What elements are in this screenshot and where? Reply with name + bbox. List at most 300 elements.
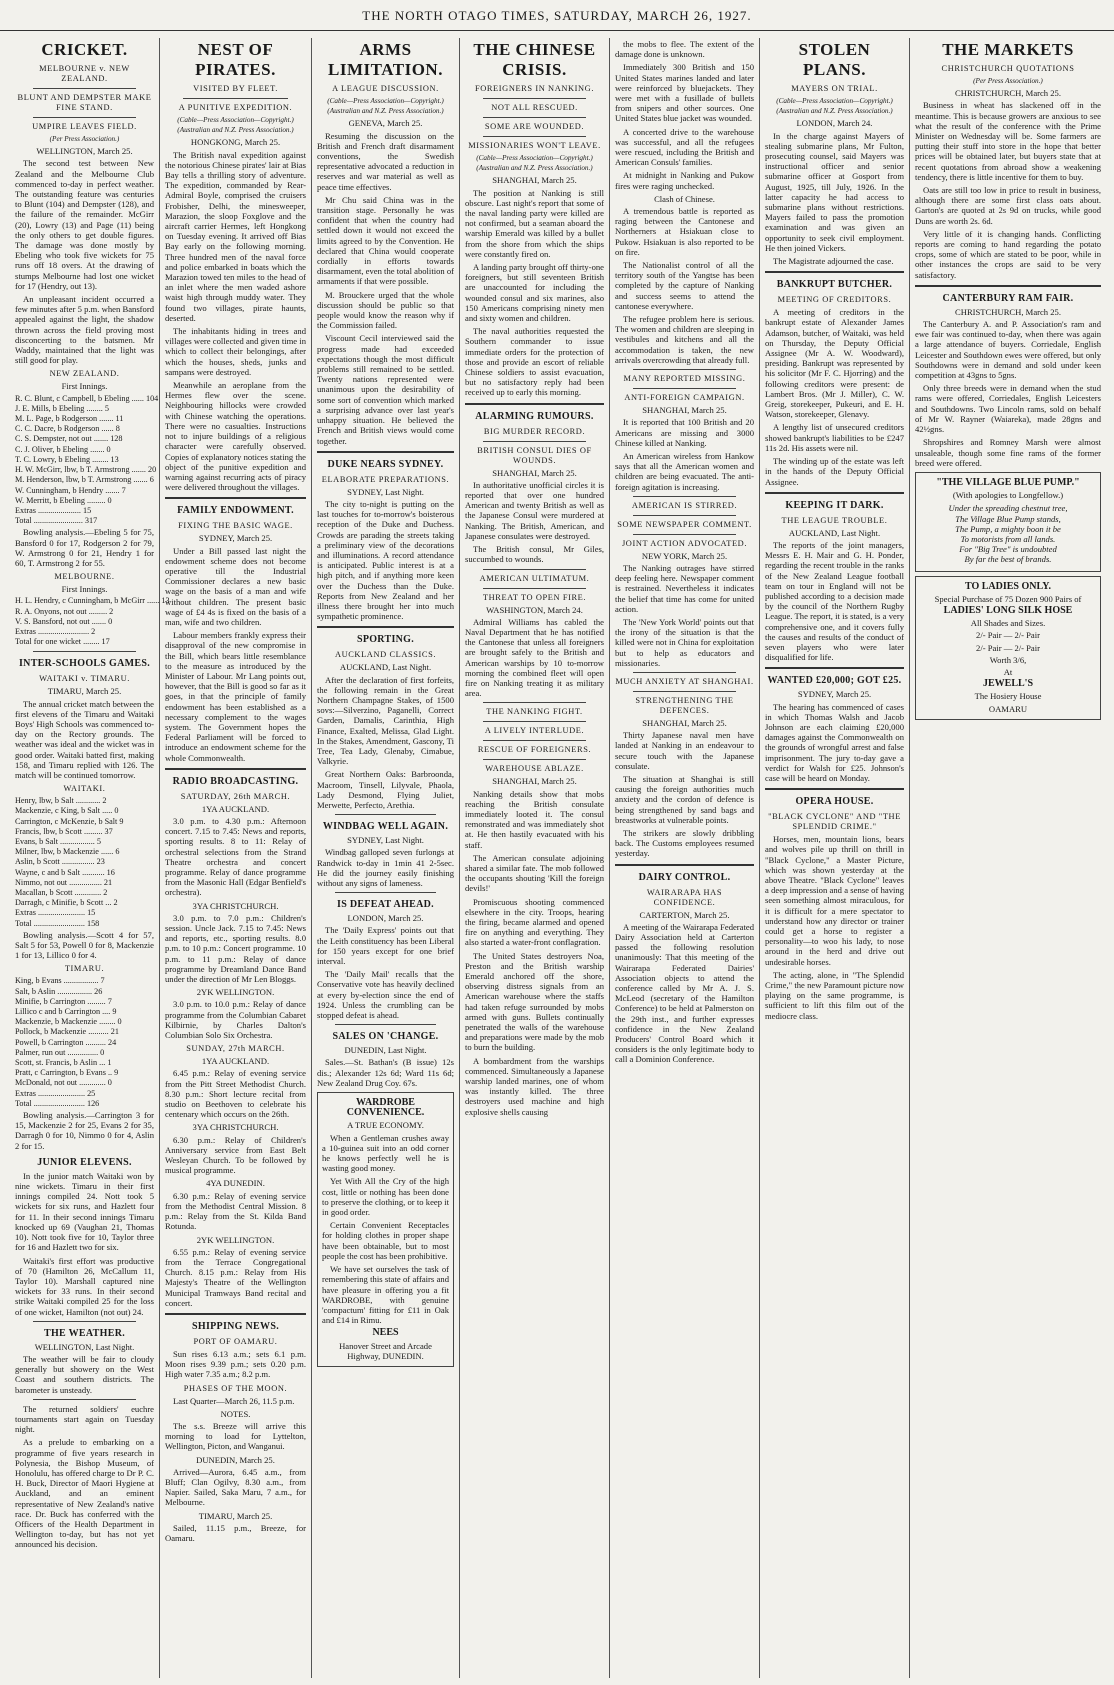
subhead: AMERICAN IS STIRRED. — [631, 500, 738, 510]
subhead: SUNDAY, 27th MARCH. — [186, 1044, 285, 1054]
subhead: THE LEAGUE TROUBLE. — [781, 515, 888, 525]
station-label: 1YA AUCKLAND. — [201, 1056, 270, 1067]
station-label: 2YK WELLINGTON. — [196, 1234, 275, 1245]
score-row: Scott, st. Francis, b Aslin ... 1 — [15, 1058, 112, 1068]
station-label: 2YK WELLINGTON. — [196, 987, 275, 998]
score-row: R. A. Onyons, not out ......... 2 — [15, 606, 114, 616]
score-row: Aslin, b Scott ................ 23 — [15, 857, 105, 867]
article-paragraph: A bombardment from the warships commenced. Simultaneously a Japanese warship landed marines, one of whom was instantly killed. The three destroyers used machine and high explosive shells causing — [465, 1055, 604, 1117]
article-paragraph: An unpleasant incident occurred a few minutes after 5 p.m. when Bansford appealed against the light, the shadow thrown across the field proving most disconcerting to the batsmen. Mr Waddy, maintained that the light was still good for play. — [15, 294, 154, 366]
ad-subtitle: Special Purchase of 75 Dozen 900 Pairs of — [934, 593, 1082, 604]
subhead: JOINT ACTION ADVOCATED. — [621, 538, 748, 548]
score-row: W. Cunningham, b Hendry ....... 7 — [15, 485, 126, 495]
divider — [483, 117, 586, 118]
article-paragraph: Mr Chu said China was in the transition stage. Personally he was confident that when the country had settled down it would not exceed the limits agreed to by the Convention. He declared that China would cooperate cordially in efforts towards disarmament, even the total abolition of armaments if that were possible. — [317, 194, 454, 287]
headline-ram-fair: CANTERBURY RAM FAIR. — [942, 292, 1074, 304]
article-paragraph: The 'New York World' points out that the irony of the situation is that the killed were not in China for exploitation but to help as educators and missionaries. — [615, 616, 754, 668]
dateline: LONDON, March 25. — [347, 913, 424, 924]
article-paragraph: Sailed, 11.15 p.m., Breeze, for Oamaru. — [165, 1522, 306, 1543]
dateline: SHANGHAI, March 25. — [492, 776, 577, 787]
dateline: SHANGHAI, March 25. — [642, 717, 727, 728]
article-paragraph: The hearing has commenced of cases in which Thomas Walsh and Jacob Johnson are each claiming £20,000 damages against the Commonwealth on the grounds of wrongful arrest and false imprisonment. The jury to-day gave a verdict for Walsh for £25. Johnson's case will be heard on Monday. — [765, 701, 904, 783]
subhead: STRENGTHENING THE DEFENCES. — [635, 695, 734, 715]
team-heading: NEW ZEALAND. — [49, 369, 120, 379]
divider — [483, 569, 586, 570]
score-row: T. C. Lowry, b Ebeling ........ 13 — [15, 454, 119, 464]
divider — [33, 1399, 136, 1400]
scorecard-waitaki — [15, 796, 154, 929]
headline-cricket: CRICKET. — [41, 40, 128, 59]
article-paragraph: An American wireless from Hankow says that all the American women and children are being evacuated. The anti-foreign agitation is increasing. — [615, 450, 754, 492]
divider — [165, 768, 306, 770]
ad-sizes: All Shades and Sizes. — [970, 618, 1046, 629]
station-label: 3YA CHRISTCHURCH. — [192, 1122, 279, 1133]
ad-product: LADIES' LONG SILK HOSE — [943, 604, 1073, 616]
column-cricket — [10, 38, 170, 1678]
score-row: Pollock, b Mackenzie .......... 21 — [15, 1027, 119, 1037]
divider — [615, 864, 754, 866]
article-paragraph: 3.0 p.m. to 10.0 p.m.: Relay of dance programme from the Columbian Cabaret Kilbirnie, by Charles Dalton's Columbian Solo Six Orchestra. — [165, 999, 306, 1041]
column-stolen-plans — [760, 38, 910, 1678]
column-chinese-crisis — [460, 38, 610, 1678]
subhead: THREAT TO OPEN FIRE. — [482, 592, 587, 602]
headline-chinese-crisis: THE CHINESE CRISIS. — [473, 40, 596, 79]
dateline: SHANGHAI, March 25. — [492, 175, 577, 186]
divider — [335, 892, 436, 893]
article-paragraph: The acting, alone, in "The Splendid Crime," the new Paramount picture now playing on the same programme, is sufficient to lift this film out of the mediocre class. — [765, 969, 904, 1021]
score-row: Francis, lbw, b Scott ......... 37 — [15, 826, 113, 836]
divider — [633, 534, 736, 535]
article-paragraph: Horses, men, mountain lions, bears and wolves pile up thrill on thrill in "Black Cyclone," a Master Picture, which was shown yesterday at the above Theatre. "Black Cyclone" leaves a deep impression and a sense of having seen something almost miraculous, for it is difficult for a mere spectator to understand how any director or trainer could get a horse to register a personality—to woo his lady, to nose around in the herd and drive out undesirable horses. — [765, 834, 904, 967]
article-paragraph: A meeting of the Wairarapa Federated Dairy Association held at Carterton passed the following resolution unanimously: That this meeting of the Wairarapa Federated Dairies' Association objects to attend the conference called by Mr A. J. S. McLeod (secretary of the Hamilton Conference) to be held at Palmerston on the 29th inst., and further expresses confidence in the New Zealand Producers' Control Board which it considers is the only legitimate body to call a Dominion Conference. — [615, 921, 754, 1065]
divider — [317, 451, 454, 453]
score-total: Total ........................ 317 — [15, 516, 98, 526]
headline-nest-of-pirates: NEST OF PIRATES. — [195, 40, 276, 79]
subhead: BIG MURDER RECORD. — [483, 426, 586, 436]
article-paragraph: A landing party brought off thirty-one foreigners, but still seventeen British are unaccounted for including the wounded consul and six marines, also 150 Americans comprising ninety men and sixty women and children. — [465, 262, 604, 324]
subhead: AMERICAN ULTIMATUM. — [479, 573, 590, 583]
ad-title: "THE VILLAGE BLUE PUMP." — [936, 476, 1080, 488]
bowling-analysis: Bowling analysis.—Scott 4 for 57, Salt 5 for 53, Powell 0 for 8, Mackenzie 1 for 13, Lillico 0 for 4. — [15, 929, 154, 961]
score-row: Mackenzie, b Mackenzie ........ 0 — [15, 1017, 122, 1027]
ad-store-name: NEES — [372, 1327, 399, 1339]
dateline: HONGKONG, March 25. — [190, 137, 281, 148]
divider — [765, 788, 904, 790]
article-paragraph: After the declaration of first forfeits, the following remain in the Great Northern Champagne Stakes, of 1500 sovs:—Silverzino, Paganelli, Correct Garden, Damalis, Carinthia, High Finance, Exalted, Melissa, Glad Light. In the Stakes, Amendment, Gascony, Ti Tree, Tea Lady, Glenaby, Cimabue, Valkyrie. — [317, 674, 454, 767]
dateline: AUCKLAND, Last Night. — [339, 662, 432, 673]
article-paragraph: The position at Nanking is still obscure. Last night's report that some of the naval landing party were killed are not confirmed, but a seaman aboard the warship Emerald was killed by a bullet from the shore from which the ships were constantly fired on. — [465, 187, 604, 259]
divider — [765, 492, 904, 494]
team-heading: WAITAKI. — [63, 784, 106, 794]
article-paragraph: The city to-night is putting on the last touches for to-morrow's boisterous reception of the Duke and Duchess. Crowds are parading the streets taking a preliminary view of the decorations and illuminations. A record attendance is anticipated. Public interest is at a high pitch, and if anything more keen over the Duchess than the Duke. Reports from New Zealand and her illness there brought her into much sympathetic prominence. — [317, 498, 454, 622]
subhead: "BLACK CYCLONE" AND "THE SPLENDID CRIME." — [768, 812, 901, 832]
ad-paragraph: We have set ourselves the task of remembering this state of affairs and have pleasure in offering you a fit WARDROBE, with genuine 'compactum' fitting for £11 in Oak and £14 in Rimu. — [322, 1264, 449, 1326]
divider — [335, 1024, 436, 1025]
divider — [33, 651, 136, 652]
headline-wanted: WANTED £20,000; GOT £25. — [767, 675, 902, 687]
article-paragraph: It is reported that 100 British and 20 Americans are missing and 3000 Chinese killed at Nanking. — [615, 417, 754, 448]
verse-line: The Pump, a mighty boon it be — [955, 523, 1061, 534]
subhead: BRITISH CONSUL DIES OF WOUNDS. — [477, 445, 592, 465]
subhead: CHRISTCHURCH QUOTATIONS — [941, 64, 1075, 73]
column-arms — [312, 38, 460, 1678]
column-markets — [910, 38, 1106, 1678]
dateline: SYDNEY, Last Night. — [347, 486, 424, 497]
verse-line: Under the spreading chestnut tree, — [948, 503, 1068, 514]
score-total: Total for one wicket ........ 17 — [15, 637, 110, 647]
divider — [465, 403, 604, 405]
article-paragraph: Resuming the discussion on the British and French draft disarmament conventions, the Swedish representative advocated a reduction in reserves and war material as well as peace time effectives. — [317, 130, 454, 192]
press-credit: (Cable—Press Association—Copyright.) (Australian and N.Z. Press Association.) — [476, 154, 593, 173]
divider — [33, 1321, 136, 1322]
dateline: SHANGHAI, March 25. — [642, 405, 727, 416]
headline-alarming-rumours: ALARMING RUMOURS. — [475, 410, 594, 422]
dateline: DUNEDIN, Last Night. — [344, 1045, 427, 1056]
section-label: Clash of Chinese. — [654, 193, 715, 204]
dateline: LONDON, March 24. — [796, 118, 873, 129]
article-paragraph: Meanwhile an aeroplane from the Hermes flew over the scene. Neighbouring hillocks were crowded with Chinese watching the operations. There were no casualties. Instructions not to injure buildings of a religious character were carefully observed. Copies of explanatory notices stating the object of the punitive expedition and warning against recurring acts of piracy were delivered throughout the villages. — [165, 380, 306, 493]
score-row: C. C. Dacre, b Rodgerson ...... 8 — [15, 424, 120, 434]
score-row: Salt, b Aslin ................. 26 — [15, 986, 103, 996]
dateline: SYDNEY, March 25. — [797, 689, 872, 700]
dateline: SYDNEY, March 25. — [198, 533, 273, 544]
article-paragraph: Thirty Japanese naval men have landed at Nanking in an endeavour to secure touch with the Japanese consulate. — [615, 730, 754, 771]
score-row: Carrington, c McKenzie, b Salt 9 — [15, 816, 124, 826]
dateline: NEW YORK, March 25. — [641, 550, 728, 561]
ad-verse — [920, 503, 1096, 564]
headline-markets: THE MARKETS — [942, 40, 1074, 59]
subhead: PHASES OF THE MOON. — [183, 1383, 288, 1393]
ad-town: OAMARU — [988, 703, 1028, 714]
ad-store-tagline: The Hosiery House — [974, 691, 1042, 702]
article-paragraph: A concerted drive to the warehouse was successful, and all the refugees were rescued, including the British and American Consuls' families. — [615, 126, 754, 168]
score-row: W. Merritt, b Ebeling ......... 0 — [15, 495, 112, 505]
headline-stolen-plans: STOLEN PLANS. — [798, 40, 871, 79]
article-paragraph: The reports of the joint managers, Messrs E. H. Mair and G. H. Ponder, regarding the recent trouble in the ranks of the New Zealand League football team on tour in England will not be published according to a decision made by the council of the Northern Rugby League. The report, it is stated, is a very comprehensive one, and it covers fully the causes and results of the conduct of seven players who were later disqualified for life. — [765, 539, 904, 663]
divider — [483, 588, 586, 589]
page-columns — [10, 38, 1106, 1678]
score-row: Extras ....................... 25 — [15, 1088, 96, 1098]
ad-paragraph: Yet With All the Cry of the high cost, little or nothing has been done to preserve the clothing, or to keep it in good order. — [322, 1176, 449, 1218]
article-paragraph: A tremendous battle is reported as raging between the Cantonese and Northerners at Hsiakuan close to Pukow. Hsiakuan is also reported to be on fire. — [615, 206, 754, 257]
article-paragraph: Arrived—Aurora, 6.45 a.m., from Bluff; Clan Ogilvy, 8.30 a.m., from Napier. Sailed, Saka Maru, 7 a.m., for Melbourne. — [165, 1466, 306, 1508]
divider — [483, 721, 586, 722]
score-row: Extras ......................... 2 — [15, 626, 96, 636]
subhead: VISITED BY FLEET. — [193, 84, 278, 93]
subhead: FIXING THE BASIC WAGE. — [178, 521, 293, 531]
article-paragraph: The 'Daily Express' points out that the Leith constituency has been Liberal for 150 years except for one brief interval. — [317, 925, 454, 967]
divider — [183, 98, 288, 99]
article-paragraph: The naval authorities requested the Southern commander to issue immediate orders for the protection of those and provide an escort of reliable Chinese soldiers to assist evacuation, but no satisfactory reply had been received up to early this morning. — [465, 326, 604, 398]
divider — [633, 496, 736, 497]
article-paragraph: The strikers are slowly dribbling back. The Customs employees resumed yesterday. — [615, 827, 754, 859]
article-paragraph: 6.30 p.m.: Relay of Children's Anniversary service from East Belt Wesleyan Church. To be followed by musical programme. — [165, 1134, 306, 1176]
ad-price: 2/- Pair — 2/- Pair — [976, 642, 1040, 653]
innings-label: First Innings. — [61, 584, 108, 595]
press-credit: (Per Press Association.) — [49, 135, 120, 143]
score-row: Powell, b Carrington .......... 24 — [15, 1037, 117, 1047]
article-paragraph: A meeting of creditors in the bankrupt estate of Alexander James Adamson, butcher, of Waitaki, was held on Thursday, the Deputy Official Assignee (Mr A. W. Woodward), presiding. Bankrupt was represented by his solicitor (Mr F. C. Hjorring) and the following creditors were present: de Lambert Bros. (Mr J. Miller), C. W. Greig, storekeeper, Pukeuri, and E. H. Watson, storekeeper, Glenavy. — [765, 307, 904, 420]
article-paragraph: Sales.—St. Bathan's (B issue) 12s dis.; Alexander 12s 6d; Ward 11s 6d; New Zealand Drug Coy. 67s. — [317, 1057, 454, 1088]
headline-junior-elevens: JUNIOR ELEVENS. — [37, 1156, 132, 1168]
article-paragraph: The Canterbury A. and P. Association's ram and ewe fair was continued to-day, when there was again a large attendance of buyers. Corriedale, English Leicester and Southdown ewes were offered, but only Southdowns were in demand and sold under keen competition at 43gns to 5gns. — [915, 319, 1101, 381]
headline-inter-schools: INTER-SCHOOLS GAMES. — [18, 658, 151, 670]
dateline: SHANGHAI, March 25. — [492, 467, 577, 478]
article-paragraph: Labour members frankly express their disapproval of the new compromise in the Bill, which bears little resemblance to the measure as introduced by the Minister of Labour. Mr Lang points out, however, that the Bill is good so far as it goes, in that the principle of family endowment has been established as a necessary complement to the wages system. The Government hopes the Federal Parliament will be forced to introduce an endowment scheme for the whole Commonwealth. — [165, 630, 306, 763]
article-paragraph: Very little of it is changing hands. Conflicting reports are coming to hand regarding the potato crops, some of which are stated to be poor, while in other instances the crops are said to be very satisfactory. — [915, 228, 1101, 280]
press-credit: (Cable—Press Association—Copyright.) (Australian and N.Z. Press Association.) — [327, 97, 444, 116]
score-row: C. S. Dempster, not out ....... 128 — [15, 434, 123, 444]
headline-arms-limitation: ARMS LIMITATION. — [328, 40, 443, 79]
ladies-hose-advertisement — [915, 576, 1101, 720]
article-paragraph: 6.30 p.m.: Relay of evening service from the Methodist Central Mission. 8 p.m.: Relay from the St. Kilda Band Rotunda. — [165, 1190, 306, 1232]
article-paragraph: The situation at Shanghai is still causing the foreign authorities much anxiety and the cordon of defence is being strengthened by sand bags and breastworks at vulnerable points. — [615, 773, 754, 825]
divider — [483, 702, 586, 703]
score-row: Darragh, c Minifie, b Scott ... 2 — [15, 898, 118, 908]
article-paragraph: M. Brouckere urged that the whole discussion should be public so that people would know the reason why if the Commission failed. — [317, 289, 454, 331]
divider — [33, 117, 136, 118]
headline-keeping-it-dark: KEEPING IT DARK. — [785, 499, 884, 511]
divider — [633, 691, 736, 692]
verse-line: For "Big Tree" is undoubted — [959, 544, 1057, 555]
subhead: BLUNT AND DEMPSTER MAKE FINE STAND. — [17, 93, 152, 112]
article-paragraph: 3.0 p.m. to 7.0 p.m.: Children's session. Uncle Jack. 7.15 to 7.45: News and reports, etc., sporting results. 8.0 p.m. to 10 p.m.: Concert programme. 10 p.m. to 11 p.m.: Relay of dance programme by Dreamland Dance Band under the direction of Mr Len Bloggs. — [165, 912, 306, 985]
headline-opera-house: OPERA HOUSE. — [795, 796, 874, 808]
subhead: ELABORATE PREPARATIONS. — [321, 474, 450, 484]
subhead: MELBOURNE v. NEW ZEALAND. — [39, 64, 130, 83]
article-paragraph: The British consul, Mr Giles, succumbed to wounds. — [465, 544, 604, 565]
divider — [483, 441, 586, 442]
village-blue-pump-advertisement — [915, 472, 1101, 572]
scorecard-timaru — [15, 976, 154, 1109]
subhead: SOME ARE WOUNDED. — [484, 122, 585, 131]
ad-title: WARDROBE CONVENIENCE. — [346, 1097, 425, 1119]
headline-radio: RADIO BROADCASTING. — [172, 775, 299, 787]
score-row: Evans, b Salt ................. 5 — [15, 836, 101, 846]
subhead: RESCUE OF FOREIGNERS. — [477, 745, 592, 755]
subhead: A LIVELY INTERLUDE. — [484, 726, 585, 736]
headline-family-endowment: FAMILY ENDOWMENT. — [177, 505, 294, 517]
dateline: CHRISTCHURCH, March 25. — [955, 88, 1061, 99]
divider — [765, 271, 904, 273]
article-paragraph: The 'Daily Mail' recalls that the Conservative vote has heavily declined at every by-election since the end of 1924. Unless the crumbling can be stopped defeat is ahead. — [317, 969, 454, 1021]
headline-sporting: SPORTING. — [356, 634, 415, 646]
article-paragraph: The Nanking outrages have stirred deep feeling here. Newspaper comment is restrained. Nevertheless it indicates the belief that time has come for united action. — [615, 562, 754, 614]
article-paragraph: The winding up of the estate was left in the hands of the Deputy Official Assignee. — [765, 456, 904, 487]
ad-paragraph: When a Gentleman crushes away a 10-guinea suit into an odd corner he knows perfectly well he is wasting good money. — [322, 1132, 449, 1174]
article-paragraph: In authoritative unofficial circles it is reported that over one hundred American and twenty British as well as the Japanese Consul were murdered at Nanking. The British, American, and Japanese consulates were destroyed. — [465, 479, 604, 541]
subhead: ANTI-FOREIGN CAMPAIGN. — [624, 393, 745, 403]
innings-label: First Innings. — [61, 381, 108, 392]
article-paragraph: The returned soldiers' euchre tournaments start again on Tuesday night. — [15, 1403, 154, 1435]
divider — [33, 88, 136, 89]
subhead: WAREHOUSE ABLAZE. — [485, 764, 584, 774]
ad-address: Hanover Street and Arcade Highway, DUNEDIN. — [339, 1340, 432, 1361]
headline-bankrupt-butcher: BANKRUPT BUTCHER. — [776, 279, 893, 291]
headline-defeat: IS DEFEAT AHEAD. — [337, 899, 434, 911]
score-row: C. J. Oliver, b Ebeling ....... 0 — [15, 444, 111, 454]
verse-line: To motorists from all lands. — [960, 533, 1056, 544]
article-paragraph: Oats are still too low in price to result in business, although there are some first class oats about. Garton's are quoted at 2s 9d on trucks, while good Duns are worth 2s. 6d. — [915, 185, 1101, 226]
wardrobe-advertisement — [317, 1092, 454, 1367]
subhead: AUCKLAND CLASSICS. — [334, 650, 437, 660]
ad-at: At — [1003, 666, 1013, 677]
station-label: 3YA CHRISTCHURCH. — [192, 900, 279, 911]
dateline: TIMARU, March 25. — [47, 686, 122, 697]
divider — [633, 369, 736, 370]
article-paragraph: Shropshires and Romney Marsh were almost unsaleable, though some fine rams of the former breed were offered. — [915, 437, 1101, 468]
score-row: Pratt, c Carrington, b Evans .. 9 — [15, 1068, 119, 1078]
bowling-analysis: Bowling analysis.—Ebeling 5 for 75, Bansford 0 for 17, Rodgerson 2 for 79, W. Armstrong 0 for 21, Hendry 1 for 60, T. Armstrong 2 for 55. — [15, 527, 154, 568]
ad-subtitle: A TRUE ECONOMY. — [347, 1120, 424, 1131]
score-row: Macallan, b Scott ............. 2 — [15, 888, 108, 897]
headline-duke: DUKE NEARS SYDNEY. — [327, 458, 444, 470]
article-paragraph: In the charge against Mayers of stealing submarine plans, Mr Fulton, prosecuting counsel, said Mayers was instructional officer and senior submarine officer at Gosport from August, 1925, till July, 1926. In the latter capacity he had access to submarine plans without restrictions. Mayers failed to pass the promotion examination and was given an opportunity to seek civil employment. He then joined Vickers. — [765, 130, 904, 253]
article-paragraph: The weather will be fair to cloudy generally but showery on the West Coast and southern districts. The barometer is unsteady. — [15, 1353, 154, 1395]
dateline: AUCKLAND, Last Night. — [788, 527, 881, 538]
subhead: A LEAGUE DISCUSSION. — [332, 84, 439, 93]
score-row: Milner, lbw, b Mackenzie ...... 6 — [15, 847, 120, 857]
headline-weather: THE WEATHER. — [43, 1327, 126, 1339]
article-paragraph: Immediately 300 British and 150 United States marines landed and later were reinforced by bluejackets. They were met with a fusillade of bullets from snipers and other sources. One United States blue jacket was wounded. — [615, 62, 754, 124]
press-credit: (Cable—Press Association—Copyright.) (Australian and N.Z. Press Association.) — [177, 116, 294, 135]
article-paragraph: In the junior match Waitaki won by nine wickets. Timaru in their first innings compiled 24. Nott took 5 wickets for six runs, and Hazlett four for 11. In their second innings Timaru knocked up 69 (Vaughan 21, Thomas 10). Nott took five for 10, Taylor three for 16 and Hazlett two for six. — [15, 1170, 154, 1253]
subhead: WAITAKI v. TIMARU. — [39, 674, 130, 684]
verse-line: By far the best of brands. — [964, 554, 1052, 565]
divider — [483, 98, 586, 99]
article-paragraph: As a prelude to embarking on a programme of five years research in Polynesia, the Bishop Museum, of Honolulu, has offered charge to Dr P. C. H. Buck, Director of Maori Hygiene at Auckland, and an eminent representative of New Zealand's native race. Dr. Buck has conferred with the Officers of the Health Department in Wellington to-day, but has not yet announced his decision. — [15, 1437, 154, 1550]
article-paragraph: Under a Bill passed last night the endowment scheme does not become operative till the Industrial Commissioner declares a new basic wage on the basis of a man and wife without children. The present basic wage of £4 4s is fixed on the basis of a man, wife and two children. — [165, 545, 306, 627]
dateline: TIMARU, March 25. — [198, 1510, 273, 1521]
score-row: McDonald, not out ............. 0 — [15, 1078, 112, 1088]
article-paragraph: Windbag galloped seven furlongs at Randwick to-day in 1min 41 2-5sec. He did the journey easily finishing without any signs of lameness. — [317, 847, 454, 888]
article-paragraph: The British naval expedition against the notorious Chinese pirates' lair at Bias Bay tells a thrilling story of adventure. The expedition, commanded by Rear-Admiral Boyle, comprised the cruisers Frobisher, Delhi, the minesweeper, Marazion, the sloop Foxglove and the aircraft carrier Hermes, left Hongkong on Tuesday evening. It arrived off Bias Bay early on the following morning. Three hundred men of the naval force and police embarked in boats which the Marazion towed ten miles to the head of an inlet where the men waded ashore waist high through muddy water. They found two villages, pirate haunts, deserted. — [165, 149, 306, 323]
divider — [915, 285, 1101, 287]
subhead: MAYERS ON TRIAL. — [791, 84, 878, 93]
score-row: Lillico c and b Carrington .... 9 — [15, 1007, 117, 1017]
headline-windbag: WINDBAG WELL AGAIN. — [322, 821, 449, 833]
score-row: Minifie, b Carrington ......... 7 — [15, 996, 112, 1006]
subhead: WAIRARAPA HAS CONFIDENCE. — [646, 887, 723, 907]
dateline: CHRISTCHURCH, March 25. — [955, 306, 1061, 317]
masthead: THE NORTH OTAGO TIMES, SATURDAY, MARCH 26, 1927. — [0, 8, 1114, 31]
score-row: Extras ....................... 15 — [15, 908, 96, 918]
score-row: Extras ..................... 15 — [15, 505, 92, 515]
article-paragraph: Nanking details show that mobs reaching the British consulate immediately looted it. The consul remonstrated and was immediately shot at. He then hastily evacuated with his staff. — [465, 788, 604, 850]
divider — [483, 740, 586, 741]
score-row: Henry, lbw, b Salt ............ 2 — [15, 796, 107, 806]
headline-shipping: SHIPPING NEWS. — [192, 1320, 279, 1332]
dateline: WASHINGTON, March 24. — [486, 604, 583, 615]
subhead: A PUNITIVE EXPEDITION. — [178, 103, 293, 112]
score-row: King, b Evans ................. 7 — [15, 976, 105, 986]
divider — [765, 667, 904, 669]
column-chinese-crisis-continued — [610, 38, 760, 1678]
team-heading: MELBOURNE. — [54, 572, 115, 582]
divider — [165, 497, 306, 499]
team-heading: TIMARU. — [64, 964, 105, 974]
ad-paragraph: Certain Convenient Receptacles for holding clothes in proper shape have been obtainable, but to most people the cost has been prohibitive. — [322, 1220, 449, 1261]
dateline: WELLINGTON, Last Night. — [34, 1341, 135, 1352]
dateline: GENEVA, March 25. — [348, 118, 423, 129]
divider — [633, 672, 736, 673]
score-row: H. L. Hendry, c Cunningham, b McGirr ...... 13 — [15, 596, 170, 606]
article-paragraph: Admiral Williams has cabled the Naval Department that he has notified the Cantonese that unless all foreigners are brought safely to the British and American warships by 10 to-morrow morning the combined fleet will open fire on Nanking treating it as military area. — [465, 616, 604, 699]
article-paragraph: Sun rises 6.13 a.m.; sets 6.1 p.m. Moon rises 9.39 p.m.; sets 0.20 p.m. High water 7.35 a.m.; 8.2 p.m. — [165, 1348, 306, 1380]
verse-line: The Village Blue Pump stands, — [955, 513, 1061, 524]
divider — [483, 759, 586, 760]
article-paragraph: The second test between New Zealand and the Melbourne Club commenced to-day in perfect weather. The outstanding feature was centuries to Blunt (104) and Dempster (128), and the failure of the remainder. McGirr (20), Lowry (13) and Page (11) being the only others to get double figures. The damage was done mostly by Ebeling who took five wickets for 75 runs off 18 overs. At the drawing of stumps Melbourne had lost one wicket for 17 (Hendry, out 13). — [15, 158, 154, 291]
score-row: Wayne, c and b Salt ........... 16 — [15, 867, 115, 877]
press-credit: (Cable—Press Association—Copyright.) (Australian and N.Z. Press Association.) — [776, 97, 893, 116]
subhead: MUCH ANXIETY AT SHANGHAI. — [615, 676, 754, 686]
article-paragraph: The inhabitants hiding in trees and villages were collected and given time in which to collect their belongings, after which the houses, sheds, junks and sampans were destroyed. — [165, 326, 306, 377]
article-paragraph: Last Quarter—March 26, 11.5 p.m. — [173, 1395, 295, 1406]
bowling-analysis: Bowling analysis.—Carrington 3 for 15, Mackenzie 2 for 25, Evans 2 for 35, Darragh 0 for 10, Nimmo 0 for 4, Aslin 2 for 15. — [15, 1110, 154, 1151]
subhead: MEETING OF CREDITORS. — [777, 295, 892, 305]
article-paragraph: Great Northern Oaks: Barbroonda, Macroom, Tinsell, Lilyvale, Phaola, Lady Desmond, Flying Juliet, Merwette, Perfecto, Arethia. — [317, 769, 454, 810]
article-paragraph: The Magistrate adjourned the case. — [773, 256, 894, 267]
article-paragraph: Waitaki's first effort was productive of 70 (Hamilton 26, McCallum 11, Taylor 10). Marshall captured nine wickets for 33 runs. In their second strike Waitaki compiled 25 for the loss of one wicket, Hamilton (not out) 24. — [15, 1255, 154, 1317]
divider — [335, 814, 436, 815]
article-paragraph: The refugee problem here is serious. The women and children are sleeping in vestibules and kitchens and all the accommodation is taken, the new arrivals overcrowding that already full. — [615, 314, 754, 365]
headline-dairy-control: DAIRY CONTROL. — [638, 871, 731, 883]
article-paragraph: A lengthy list of unsecured creditors showed bankrupt's liabilities to be £247 11s 2d. His assets were nil. — [765, 422, 904, 453]
score-row: Nimmo, not out ................ 21 — [15, 877, 113, 887]
divider — [165, 1313, 306, 1315]
ad-title: TO LADIES ONLY. — [964, 580, 1052, 592]
score-row: R. C. Blunt, c Campbell, b Ebeling ...... 104 — [15, 393, 159, 403]
score-row: Mackenzie, c King, b Salt ..... 0 — [15, 806, 119, 816]
article-paragraph: 3.0 p.m. to 4.30 p.m.: Afternoon concert. 7.15 to 7.45: News and reports, sporting results. 8 to 11: Relay of orchestral selections from the Strand Theatre orchestra and concert programme. Relay of dance programme from the Masonic Hall (Edgar Benfield's orchestra). — [165, 815, 306, 898]
subhead: MISSIONARIES WON'T LEAVE. — [468, 141, 601, 150]
notes-label: NOTES. — [220, 1408, 251, 1419]
scorecard-nz — [15, 393, 159, 527]
subhead: FOREIGNERS IN NANKING. — [474, 84, 595, 93]
subhead: THE NANKING FIGHT. — [486, 707, 583, 717]
subhead: NOT ALL RESCUED. — [491, 103, 578, 112]
subhead: SOME NEWSPAPER COMMENT. — [617, 519, 752, 529]
subhead: MANY REPORTED MISSING. — [623, 374, 746, 384]
score-total: Total ......................... 158 — [15, 918, 100, 928]
article-paragraph: The American consulate adjoining shared a similar fate. The mob followed the occupants shouting 'Kill the foreign devils!' — [465, 852, 604, 894]
subhead: UMPIRE LEAVES FIELD. — [32, 122, 137, 131]
scorecard-melbourne — [15, 596, 170, 647]
dateline: DUNEDIN, March 25. — [196, 1454, 275, 1465]
subhead: PORT OF OAMARU. — [193, 1336, 278, 1346]
article-paragraph: 6.45 p.m.: Relay of evening service from the Pitt Street Methodist Church. 8.30 p.m.: Short lecture recital from studio on Beethoven to celebrate his centenary which occurs on the 26th. — [165, 1068, 306, 1120]
divider — [483, 136, 586, 137]
score-row: V. S. Bansford, not out ....... 0 — [15, 616, 113, 626]
divider — [633, 388, 736, 389]
score-row: J. E. Mills, b Ebeling ........ 5 — [15, 403, 109, 413]
article-paragraph: The United States destroyers Noa, Preston and the British warship Emerald anchored off the shore, observing distress signals from an American warehouse where the staffs had taken refuge surrounded by mobs armed with guns. Bullets continually penetrated the walls of the warehouse and preparations were made by the mob to burn the building. — [465, 950, 604, 1053]
station-label: 1YA AUCKLAND. — [201, 803, 270, 814]
headline-sales: SALES ON 'CHANGE. — [332, 1031, 439, 1043]
ad-price: 2/- Pair — 2/- Pair — [976, 630, 1040, 641]
column-pirates — [160, 38, 312, 1678]
score-row: H. W. McGirr, lbw, b T. Armstrong ....... 20 — [15, 465, 157, 475]
ad-store-name: JEWELL'S — [982, 678, 1034, 690]
score-row: M. L. Page, b Rodgerson ....... 11 — [15, 414, 124, 424]
divider — [633, 515, 736, 516]
dateline: WELLINGTON, March 25. — [36, 146, 133, 157]
article-paragraph: At midnight in Nanking and Pukow fires were raging unchecked. — [615, 170, 754, 191]
press-credit: (Per Press Association.) — [973, 77, 1043, 85]
score-row: M. Henderson, lbw, b T. Armstrong ....... 6 — [15, 475, 154, 485]
article-paragraph: the mobs to flee. The extent of the damage done is unknown. — [615, 39, 754, 60]
article-paragraph: 6.55 p.m.: Relay of evening service from the Terrace Congregational Church. 8.15 p.m.: Relay from His Majesty's Theatre of the Wellington Municipal Tramways Band recital and concert. — [165, 1246, 306, 1308]
